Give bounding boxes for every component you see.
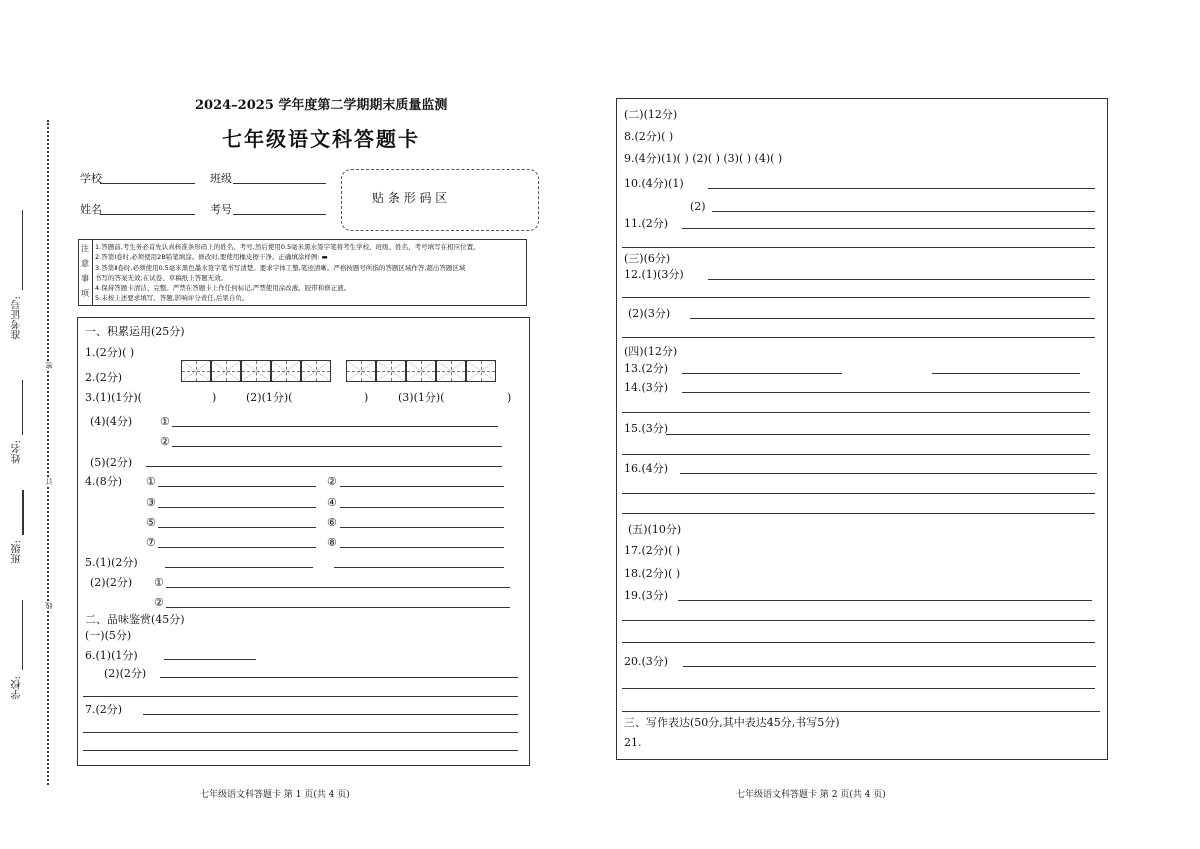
margin-label-school: 学校: [12,676,23,700]
q7-answer-line-3[interactable] [83,750,518,751]
exam-subtitle: 2024–2025 学年度第二学期期末质量监测 [195,98,448,113]
char-grid-cell[interactable] [466,360,496,382]
q15-label: 15.(3分) [624,422,669,435]
page1-footer: 七年级语文科答题卡 第 1 页(共 4 页) [200,790,350,800]
q6-2-answer-line-1[interactable] [160,677,518,678]
q4-circle-3: ③ [146,496,156,509]
q7-answer-line-2[interactable] [83,732,518,733]
margin-line-school [22,600,23,670]
q5-1-answer-line-a[interactable] [165,567,313,568]
q4-answer-line-6[interactable] [340,527,504,528]
q20-label: 20.(3分) [624,655,669,668]
q19-answer-line-2[interactable] [622,620,1095,621]
q4-circle-8: ⑧ [327,536,337,549]
q4-circle-6: ⑥ [327,516,337,529]
q16-answer-line-1[interactable] [680,473,1097,474]
q5-2-circle-1: ① [154,576,164,589]
q3-3-label: (3)(1分)( [398,391,445,404]
q4-circle-7: ⑦ [146,536,156,549]
char-grid-cell[interactable] [346,360,376,382]
q3-2-close: ) [364,391,369,404]
q5-1-label: 5.(1)(2分) [85,556,138,569]
field-exam-no-input[interactable] [233,214,326,215]
q6-1-answer-line[interactable] [164,659,256,660]
margin-line-class [22,490,24,535]
sub4-heading: (四)(12分) [624,345,678,358]
field-class-input[interactable] [233,183,326,184]
char-grid-cell[interactable] [376,360,406,382]
q3-5-label: (5)(2分) [90,456,133,469]
char-grid-cell[interactable] [436,360,466,382]
q11-answer-line-2[interactable] [622,247,1095,248]
char-grid-cell[interactable] [181,360,211,382]
notes-line-4: 书写的答案无效;在试卷、草稿纸上答题无效。 [95,274,228,282]
sub3-heading: (三)(6分) [624,252,671,265]
char-grid-diagonal [467,361,495,381]
notes-line-5: 4.保持答题卡清洁、完整。严禁在答题卡上作任何标记,严禁使用涂改液、胶带和修正液。 [95,284,351,292]
q6-1-label: 6.(1)(1分) [85,649,138,662]
q19-label: 19.(3分) [624,589,669,602]
notes-heading-1: 注 [81,244,89,253]
q7-label: 7.(2分) [85,703,123,716]
char-grid-cell[interactable] [211,360,241,382]
q6-2-answer-line-2[interactable] [83,696,518,697]
page-title: 七年级语文科答题卡 [222,127,420,151]
q5-2-answer-line-2[interactable] [166,607,510,608]
notes-line-6: 5.未按上述要求填写、答题,影响评分责任,后果自负。 [95,294,249,302]
page2-answer-panel [616,98,1108,760]
q10-1-answer-line[interactable] [708,188,1095,189]
field-school-label: 学校 [80,172,102,185]
char-grid-diagonal [407,361,435,381]
page2-footer: 七年级语文科答题卡 第 2 页(共 4 页) [736,790,886,800]
q15-answer-line-2[interactable] [622,454,1090,455]
q14-answer-line-1[interactable] [682,392,1090,393]
q15-answer-line-1[interactable] [666,434,1090,435]
q19-answer-line-3[interactable] [622,642,1095,643]
q12-2-answer-line-1[interactable] [690,318,1095,319]
q3-5-answer-line[interactable] [146,466,502,467]
q4-label: 4.(8分) [85,475,123,488]
q2-label: 2.(2分) [85,371,123,384]
notes-heading-2: 意 [81,259,89,268]
q21-label: 21. [624,736,642,749]
q4-answer-line-3[interactable] [158,507,316,508]
q13-answer-line-b[interactable] [932,373,1080,374]
q3-4-answer-line-1[interactable] [172,426,498,427]
char-grid-diagonal [272,361,300,381]
margin-label-class: 班级: [12,540,23,564]
field-class-label: 班级 [210,172,232,185]
margin-mark-ding: 订 [45,478,53,485]
q12-2-answer-line-2[interactable] [622,337,1095,338]
q3-4-circle-1: ① [160,415,170,428]
q20-answer-line-1[interactable] [683,666,1096,667]
q16-label: 16.(4分) [624,462,669,475]
q3-4-circle-2: ② [160,435,170,448]
q19-answer-line-1[interactable] [678,600,1092,601]
binding-line [47,120,49,785]
margin-label-exam-id: 准考证号: [12,296,23,340]
q4-answer-line-1[interactable] [158,486,316,487]
field-exam-no-label: 考号 [210,203,232,216]
sub5-heading: (五)(10分) [628,523,682,536]
notes-heading-4: 项 [81,289,89,298]
char-grid-diagonal [437,361,465,381]
q10-label: 10.(4分)(1) [624,177,684,190]
section3-heading: 三、写作表达(50分,其中表达45分,书写5分) [624,716,840,729]
q4-answer-line-7[interactable] [158,547,316,548]
q4-answer-line-4[interactable] [340,507,504,508]
notes-line-2: 2.答第Ⅰ卷时,必须使用2B铅笔填涂。修改时,要使用橡皮擦干净。正确填涂样例: ▬ [95,253,328,261]
q3-3-close: ) [507,391,512,404]
q7-answer-line-1[interactable] [143,714,518,715]
notes-line-1: 1.答题前,考生务必首先认真核准条形码上的姓名、考号,然后使用0.5毫米黑水签字笔将考生学校、班级、姓名、考号填写在相应位置。 [95,243,480,251]
q5-2-label: (2)(2分) [90,576,133,589]
q10-2-label: (2) [690,200,706,213]
margin-line-name [22,380,23,435]
q5-1-answer-line-b[interactable] [334,567,504,568]
q4-circle-2: ② [327,475,337,488]
q17-label: 17.(2分)( ) [624,544,681,557]
q3-1-close: ) [212,391,217,404]
q4-circle-1: ① [146,475,156,488]
q3-2-label: (2)(1分)( [246,391,293,404]
char-grid-diagonal [242,361,270,381]
sub1-heading: (一)(5分) [85,629,132,642]
q4-answer-line-8[interactable] [340,547,504,548]
q6-2-label: (2)(2分) [104,667,147,680]
q4-answer-line-2[interactable] [340,486,504,487]
margin-mark-mi: 密 [45,362,53,369]
q20-answer-line-2[interactable] [622,688,1095,689]
field-school-input[interactable] [100,183,195,184]
q11-label: 11.(2分) [624,217,669,230]
q14-label: 14.(3分) [624,381,669,394]
char-grid-cell[interactable] [406,360,436,382]
q9-label: 9.(4分)(1)( ) (2)( ) (3)( ) (4)( ) [624,152,783,165]
margin-mark-xian: 线 [45,602,53,609]
q5-2-circle-2: ② [154,596,164,609]
field-name-label: 姓名 [80,203,102,216]
notes-line-3: 3.答第Ⅱ卷时,必须使用0.5毫米黑色墨水签字笔书写清楚。要求字体工整,笔迹清晰。严格按题号所指的答题区域作答,超出答题区域 [95,264,466,272]
char-grid-diagonal [302,361,330,381]
q12-1-answer-line-2[interactable] [622,297,1090,298]
section2-heading: 二、品味鉴赏(45分) [85,613,185,626]
q18-label: 18.(2分)( ) [624,567,681,580]
q14-answer-line-2[interactable] [622,412,1090,413]
section1-heading: 一、积累运用(25分) [85,325,185,338]
q8-label: 8.(2分)( ) [624,130,674,143]
q5-2-answer-line-1[interactable] [166,587,510,588]
q4-circle-5: ⑤ [146,516,156,529]
field-name-input[interactable] [100,214,195,215]
char-grid-cell[interactable] [241,360,271,382]
char-grid-diagonal [182,361,210,381]
q3-4-answer-line-2[interactable] [172,446,502,447]
q11-answer-line-1[interactable] [682,228,1095,229]
char-grid-diagonal [377,361,405,381]
q12-1-label: 12.(1)(3分) [624,268,684,281]
barcode-label: 贴 条 形 码 区 [372,191,448,205]
q4-circle-4: ④ [327,496,337,509]
q3-1-label: 3.(1)(1分)( [85,391,142,404]
q12-2-label: (2)(3分) [628,307,671,320]
q13-answer-line-a[interactable] [682,373,842,374]
notes-heading-3: 事 [81,274,89,283]
margin-label-name: 姓名: [12,440,23,464]
q16-answer-line-3[interactable] [622,513,1095,514]
q4-answer-line-5[interactable] [158,527,316,528]
q13-label: 13.(2分) [624,362,669,375]
char-grid-diagonal [212,361,240,381]
notes-divider [92,239,93,305]
q1-label: 1.(2分)( ) [85,346,135,359]
page1-answer-panel [77,317,530,766]
q12-1-answer-line-1[interactable] [708,279,1095,280]
char-grid-cell[interactable] [301,360,331,382]
q3-4-label: (4)(4分) [90,415,133,428]
q20-answer-line-3[interactable] [622,711,1100,712]
char-grid-diagonal [347,361,375,381]
q10-2-answer-line[interactable] [712,211,1095,212]
char-grid-cell[interactable] [271,360,301,382]
margin-line-exam-id [22,210,23,290]
q16-answer-line-2[interactable] [622,493,1095,494]
sub2-heading: (二)(12分) [624,108,678,121]
